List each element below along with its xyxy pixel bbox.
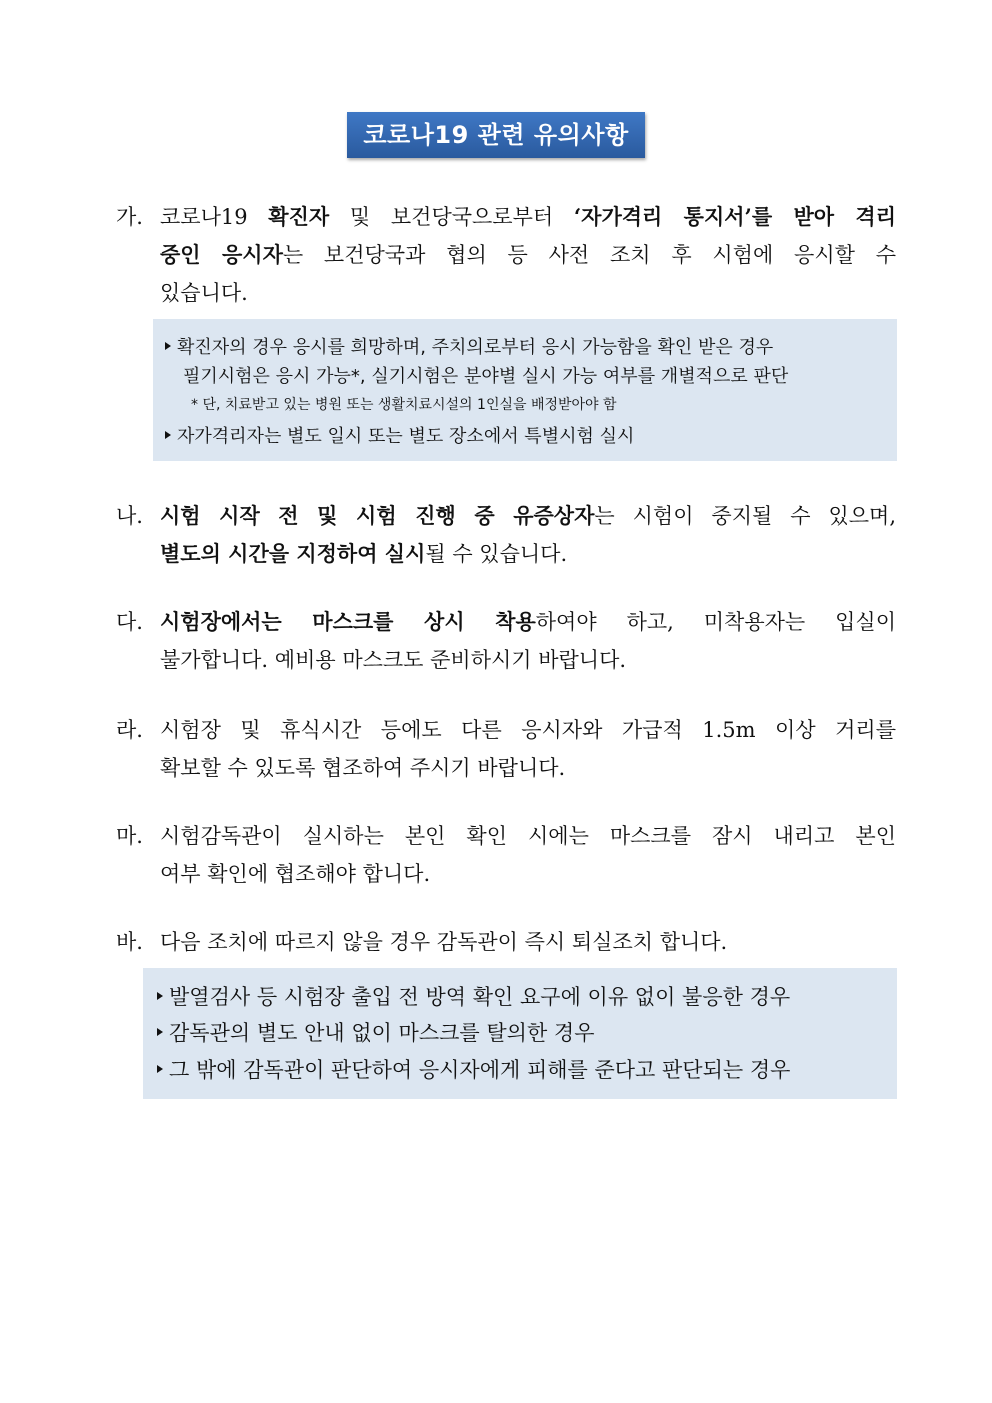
notice-item-ra (116, 711, 896, 787)
item-text: 및 보건당국으로부터 (329, 205, 574, 229)
item-text: 불가합니다. 예비용 마스크도 준비하시기 바랍니다. (160, 648, 627, 672)
item-text: 확보할 수 있도록 협조하여 주시기 바랍니다. (160, 756, 566, 780)
triangle-bullet-icon (157, 992, 163, 1000)
item-marker: 나. (116, 504, 143, 528)
item-text: 될 수 있습니다. (425, 542, 568, 566)
bullet-text: 필기시험은 응시 가능*, 실기시험은 분야별 실시 가능 여부를 개별적으로 판단 (183, 366, 789, 387)
bullet-continuation (183, 362, 788, 388)
bullet-item (157, 981, 790, 1011)
confirmed-case-info-box (153, 319, 897, 461)
bullet-item (165, 333, 773, 359)
item-line (160, 274, 896, 312)
notice-item-na (116, 497, 896, 573)
item-text: 시험장 및 휴식시간 등에도 다른 응시자와 가급적 1.5m 이상 거리를 (160, 718, 896, 742)
removal-conditions-box (143, 968, 897, 1099)
footnote-text: * 단, 치료받고 있는 병원 또는 생활치료시설의 1인실을 배정받아야 함 (191, 397, 617, 413)
item-body (160, 817, 896, 893)
item-line (160, 855, 896, 893)
title-wrapper (0, 112, 992, 158)
item-text: 는 보건당국과 협의 등 사전 조치 후 시험에 응시할 수 (282, 243, 896, 267)
footnote (191, 394, 617, 414)
item-marker: 가. (116, 205, 143, 229)
item-line (160, 198, 896, 236)
item-body (160, 711, 896, 787)
emphasis-text: ‘자가격리 통지서’를 받아 격리 (573, 204, 896, 229)
item-marker: 마. (116, 824, 143, 848)
item-text: 는 시험이 중지될 수 있으며, (594, 504, 897, 528)
item-text: 있습니다. (160, 281, 248, 305)
bullet-item (157, 1054, 790, 1084)
emphasis-text: 시험장에서는 마스크를 상시 착용 (160, 609, 536, 634)
bullet-text: 발열검사 등 시험장 출입 전 방역 확인 요구에 이유 없이 불응한 경우 (169, 985, 791, 1009)
item-line (160, 817, 896, 855)
item-body (160, 923, 896, 961)
item-line (160, 641, 896, 679)
item-text: 하여야 하고, 미착용자는 입실이 (535, 610, 897, 634)
item-line (160, 236, 896, 274)
item-line (160, 535, 896, 573)
emphasis-text: 중인 응시자 (160, 242, 283, 267)
item-line (160, 923, 896, 961)
bullet-text: 감독관의 별도 안내 없이 마스크를 탈의한 경우 (169, 1021, 595, 1045)
item-text: 다음 조치에 따르지 않을 경우 감독관이 즉시 퇴실조치 합니다. (160, 930, 728, 954)
item-line (160, 749, 896, 787)
emphasis-text: 별도의 시간을 지정하여 실시 (160, 541, 426, 566)
item-body (160, 497, 896, 573)
emphasis-text: 시험 시작 전 및 시험 진행 중 유증상자 (160, 503, 595, 528)
notice-item-ba (116, 923, 896, 961)
triangle-bullet-icon (157, 1065, 163, 1073)
bullet-text: 그 밖에 감독관이 판단하여 응시자에게 피해를 준다고 판단되는 경우 (169, 1058, 791, 1082)
notice-item-ma (116, 817, 896, 893)
bullet-text: 자가격리자는 별도 일시 또는 별도 장소에서 특별시험 실시 (177, 426, 635, 447)
item-text: 여부 확인에 협조해야 합니다. (160, 862, 431, 886)
item-marker: 다. (116, 610, 143, 634)
bullet-text: 확진자의 경우 응시를 희망하며, 주치의로부터 응시 가능함을 확인 받은 경우 (177, 337, 774, 358)
bullet-item (165, 422, 634, 448)
page-title: 코로나19 관련 유의사항 (347, 112, 644, 158)
item-text: 코로나19 (160, 205, 269, 229)
item-line (160, 711, 896, 749)
item-line (160, 497, 896, 535)
triangle-bullet-icon (157, 1028, 163, 1036)
triangle-bullet-icon (165, 342, 171, 350)
bullet-item (157, 1017, 594, 1047)
item-text: 시험감독관이 실시하는 본인 확인 시에는 마스크를 잠시 내리고 본인 (160, 824, 896, 848)
triangle-bullet-icon (165, 431, 171, 439)
item-body (160, 198, 896, 312)
notice-item-da (116, 603, 896, 679)
item-marker: 라. (116, 718, 143, 742)
emphasis-text: 확진자 (268, 204, 330, 229)
notice-item-ga (116, 198, 896, 312)
item-line (160, 603, 896, 641)
item-marker: 바. (116, 930, 143, 954)
item-body (160, 603, 896, 679)
